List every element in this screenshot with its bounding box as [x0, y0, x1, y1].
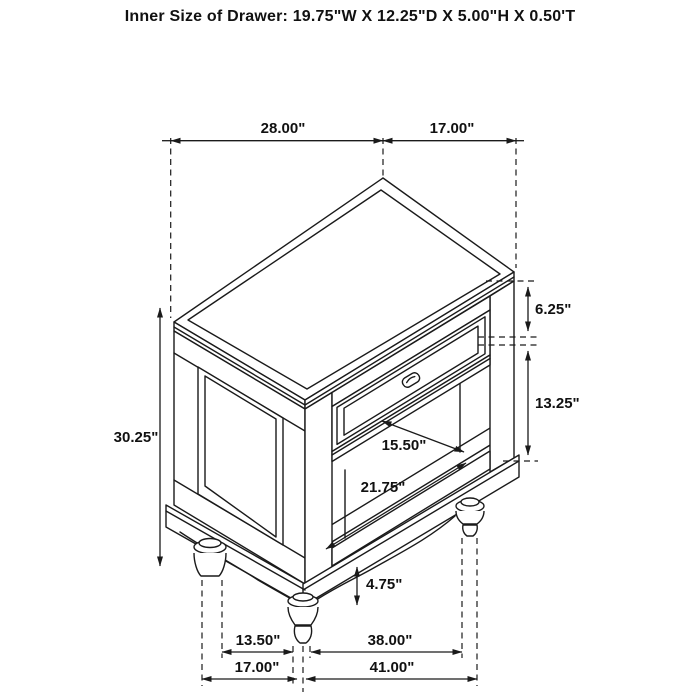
dimension-drawer-height [528, 287, 571, 331]
drawer-height-label: 6.25" [535, 301, 572, 318]
nightstand-line-art [166, 178, 519, 643]
dimension-shelf-depth [382, 421, 464, 454]
dimension-base-depth [202, 659, 297, 679]
dimension-front-leg-span [311, 632, 462, 652]
front-leg-gap-side-label: 13.50" [235, 632, 281, 649]
dimension-overall-height [114, 308, 160, 566]
top-depth-label: 17.00" [429, 120, 475, 137]
overall-height-label: 30.25" [113, 429, 159, 446]
base-width-label: 41.00" [369, 659, 415, 676]
left-leg [194, 539, 226, 577]
dimension-front-leg-gap-side [222, 632, 293, 652]
front-leg [288, 593, 318, 643]
dimension-top-depth [383, 120, 524, 141]
dimension-shelf-opening-height [528, 351, 580, 455]
rear-right-leg [456, 498, 484, 536]
leg-height-label: 4.75" [366, 576, 403, 593]
top-width-label: 28.00" [260, 120, 306, 137]
shelf-opening-height-label: 13.25" [535, 395, 580, 412]
shelf-depth-label: 15.50" [381, 437, 427, 454]
drawer-inner-size-title: Inner Size of Drawer: 19.75"W X 12.25"D X 5.00"H X 0.50'T [124, 8, 576, 25]
shelf-width-label: 21.75" [360, 479, 406, 496]
base-depth-label: 17.00" [234, 659, 280, 676]
dimension-base-width [306, 659, 477, 679]
dimension-top-width [162, 120, 383, 141]
front-leg-span-label: 38.00" [367, 632, 413, 649]
